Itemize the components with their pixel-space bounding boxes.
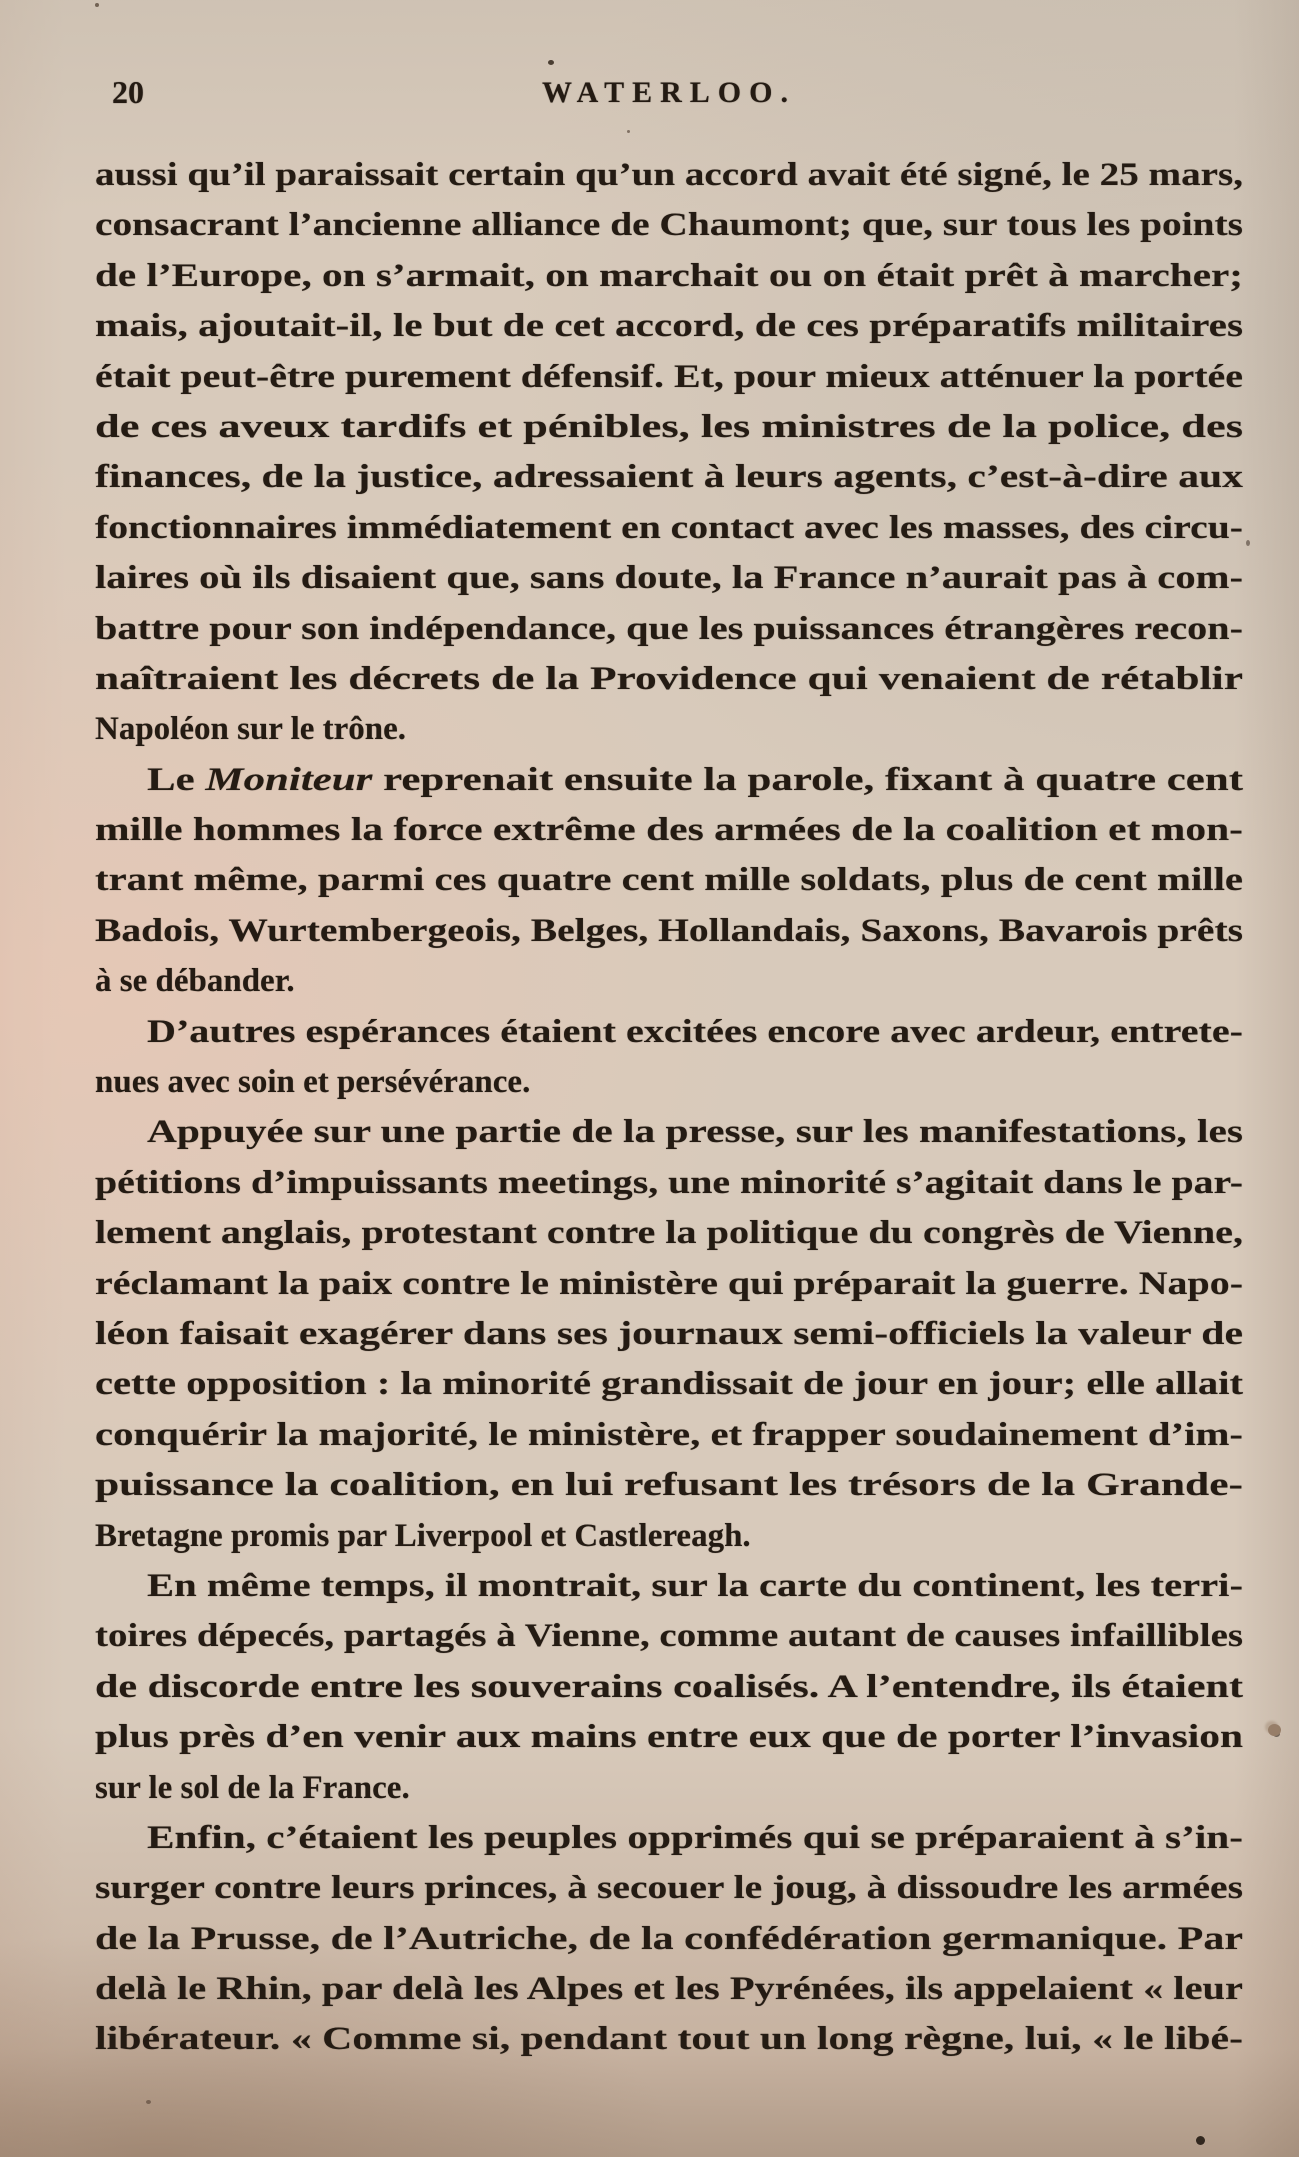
body-line: laires où ils disaient que, sans doute, la France n’aurait pas à com- <box>95 560 1243 597</box>
body-line: de discorde entre les souverains coalisés. A l’entendre, ils étaient <box>95 1668 1243 1705</box>
body-line: de la Prusse, de l’Autriche, de la confédération germanique. Par <box>95 1920 1243 1957</box>
body-line: En même temps, il montrait, sur la carte du continent, les terri- <box>147 1567 1243 1604</box>
body-line: surger contre leurs princes, à secouer le joug, à dissoudre les armées <box>95 1870 1243 1907</box>
body-line: naîtraient les décrets de la Providence qui venaient de rétablir <box>95 660 1243 697</box>
body-text <box>95 150 1243 2065</box>
running-title: WATERLOO. <box>542 76 796 109</box>
ink-speck <box>95 3 99 7</box>
body-line: libérateur. « Comme si, pendant tout un long règne, lui, « le libé- <box>95 2021 1243 2058</box>
body-line: léon faisait exagérer dans ses journaux semi-officiels la valeur de <box>95 1315 1243 1352</box>
body-line: mille hommes la force extrême des armées de la coalition et mon- <box>95 812 1243 849</box>
body-line: de l’Europe, on s’armait, on marchait ou on était prêt à marcher; <box>95 257 1243 294</box>
ink-speck <box>1196 2136 1205 2145</box>
body-line: finances, de la justice, adressaient à leurs agents, c’est-à-dire aux <box>95 459 1243 496</box>
body-line: Enfin, c’étaient les peuples opprimés qui se préparaient à s’in- <box>147 1819 1243 1856</box>
body-line: delà le Rhin, par delà les Alpes et les Pyrénées, ils appelaient « leur <box>95 1971 1243 2008</box>
page-header <box>95 74 1243 118</box>
body-line: mais, ajoutait-il, le but de cet accord, de ces préparatifs militaires <box>95 308 1243 345</box>
body-line: fonctionnaires immédiatement en contact avec les masses, des circu- <box>95 509 1243 546</box>
body-line: cette opposition : la minorité grandissait de jour en jour; elle allait <box>95 1366 1243 1403</box>
body-line: Napoléon sur le trône. <box>95 711 407 748</box>
body-line: de ces aveux tardifs et pénibles, les ministres de la police, des <box>95 408 1243 445</box>
body-line: conquérir la majorité, le ministère, et frapper soudainement d’im- <box>95 1416 1243 1453</box>
body-line: pétitions d’impuissants meetings, une minorité s’agitait dans le par- <box>95 1164 1243 1201</box>
body-line: consacrant l’ancienne alliance de Chaumont; que, sur tous les points <box>95 207 1243 244</box>
foxing-mark <box>1268 1724 1281 1736</box>
body-line: battre pour son indépendance, que les puissances étrangères recon- <box>95 610 1243 647</box>
ink-speck <box>1246 540 1250 546</box>
body-line: Bretagne promis par Liverpool et Castlereagh. <box>95 1517 751 1554</box>
body-line: aussi qu’il paraissait certain qu’un accord avait été signé, le 25 mars, <box>95 157 1243 193</box>
body-line: sur le sol de la France. <box>95 1769 410 1806</box>
ink-speck <box>146 2100 151 2104</box>
body-line: était peut-être purement défensif. Et, pour mieux atténuer la portée <box>95 358 1243 395</box>
body-line: Appuyée sur une partie de la presse, sur les manifestations, les <box>147 1114 1243 1151</box>
ink-speck <box>627 130 630 133</box>
body-line: à se débander. <box>95 963 295 1000</box>
page-number: 20 <box>112 74 144 110</box>
body-line: puissance la coalition, en lui refusant les trésors de la Grande- <box>95 1467 1243 1504</box>
body-line: trant même, parmi ces quatre cent mille soldats, plus de cent mille <box>95 862 1243 899</box>
body-line: Badois, Wurtembergeois, Belges, Hollandais, Saxons, Bavarois prêts <box>95 912 1243 949</box>
body-line: réclamant la paix contre le ministère qui préparait la guerre. Napo- <box>95 1265 1243 1302</box>
body-line: Le Moniteur reprenait ensuite la parole, fixant à quatre cent <box>147 761 1243 798</box>
body-line: lement anglais, protestant contre la politique du congrès de Vienne, <box>95 1215 1243 1252</box>
ink-speck <box>548 60 554 65</box>
body-line: plus près d’en venir aux mains entre eux que de porter l’invasion <box>95 1719 1243 1756</box>
body-line: nues avec soin et persévérance. <box>95 1064 531 1101</box>
body-line: toires dépecés, partagés à Vienne, comme autant de causes infaillibles <box>95 1618 1243 1655</box>
body-line: D’autres espérances étaient excitées encore avec ardeur, entrete- <box>147 1013 1243 1050</box>
